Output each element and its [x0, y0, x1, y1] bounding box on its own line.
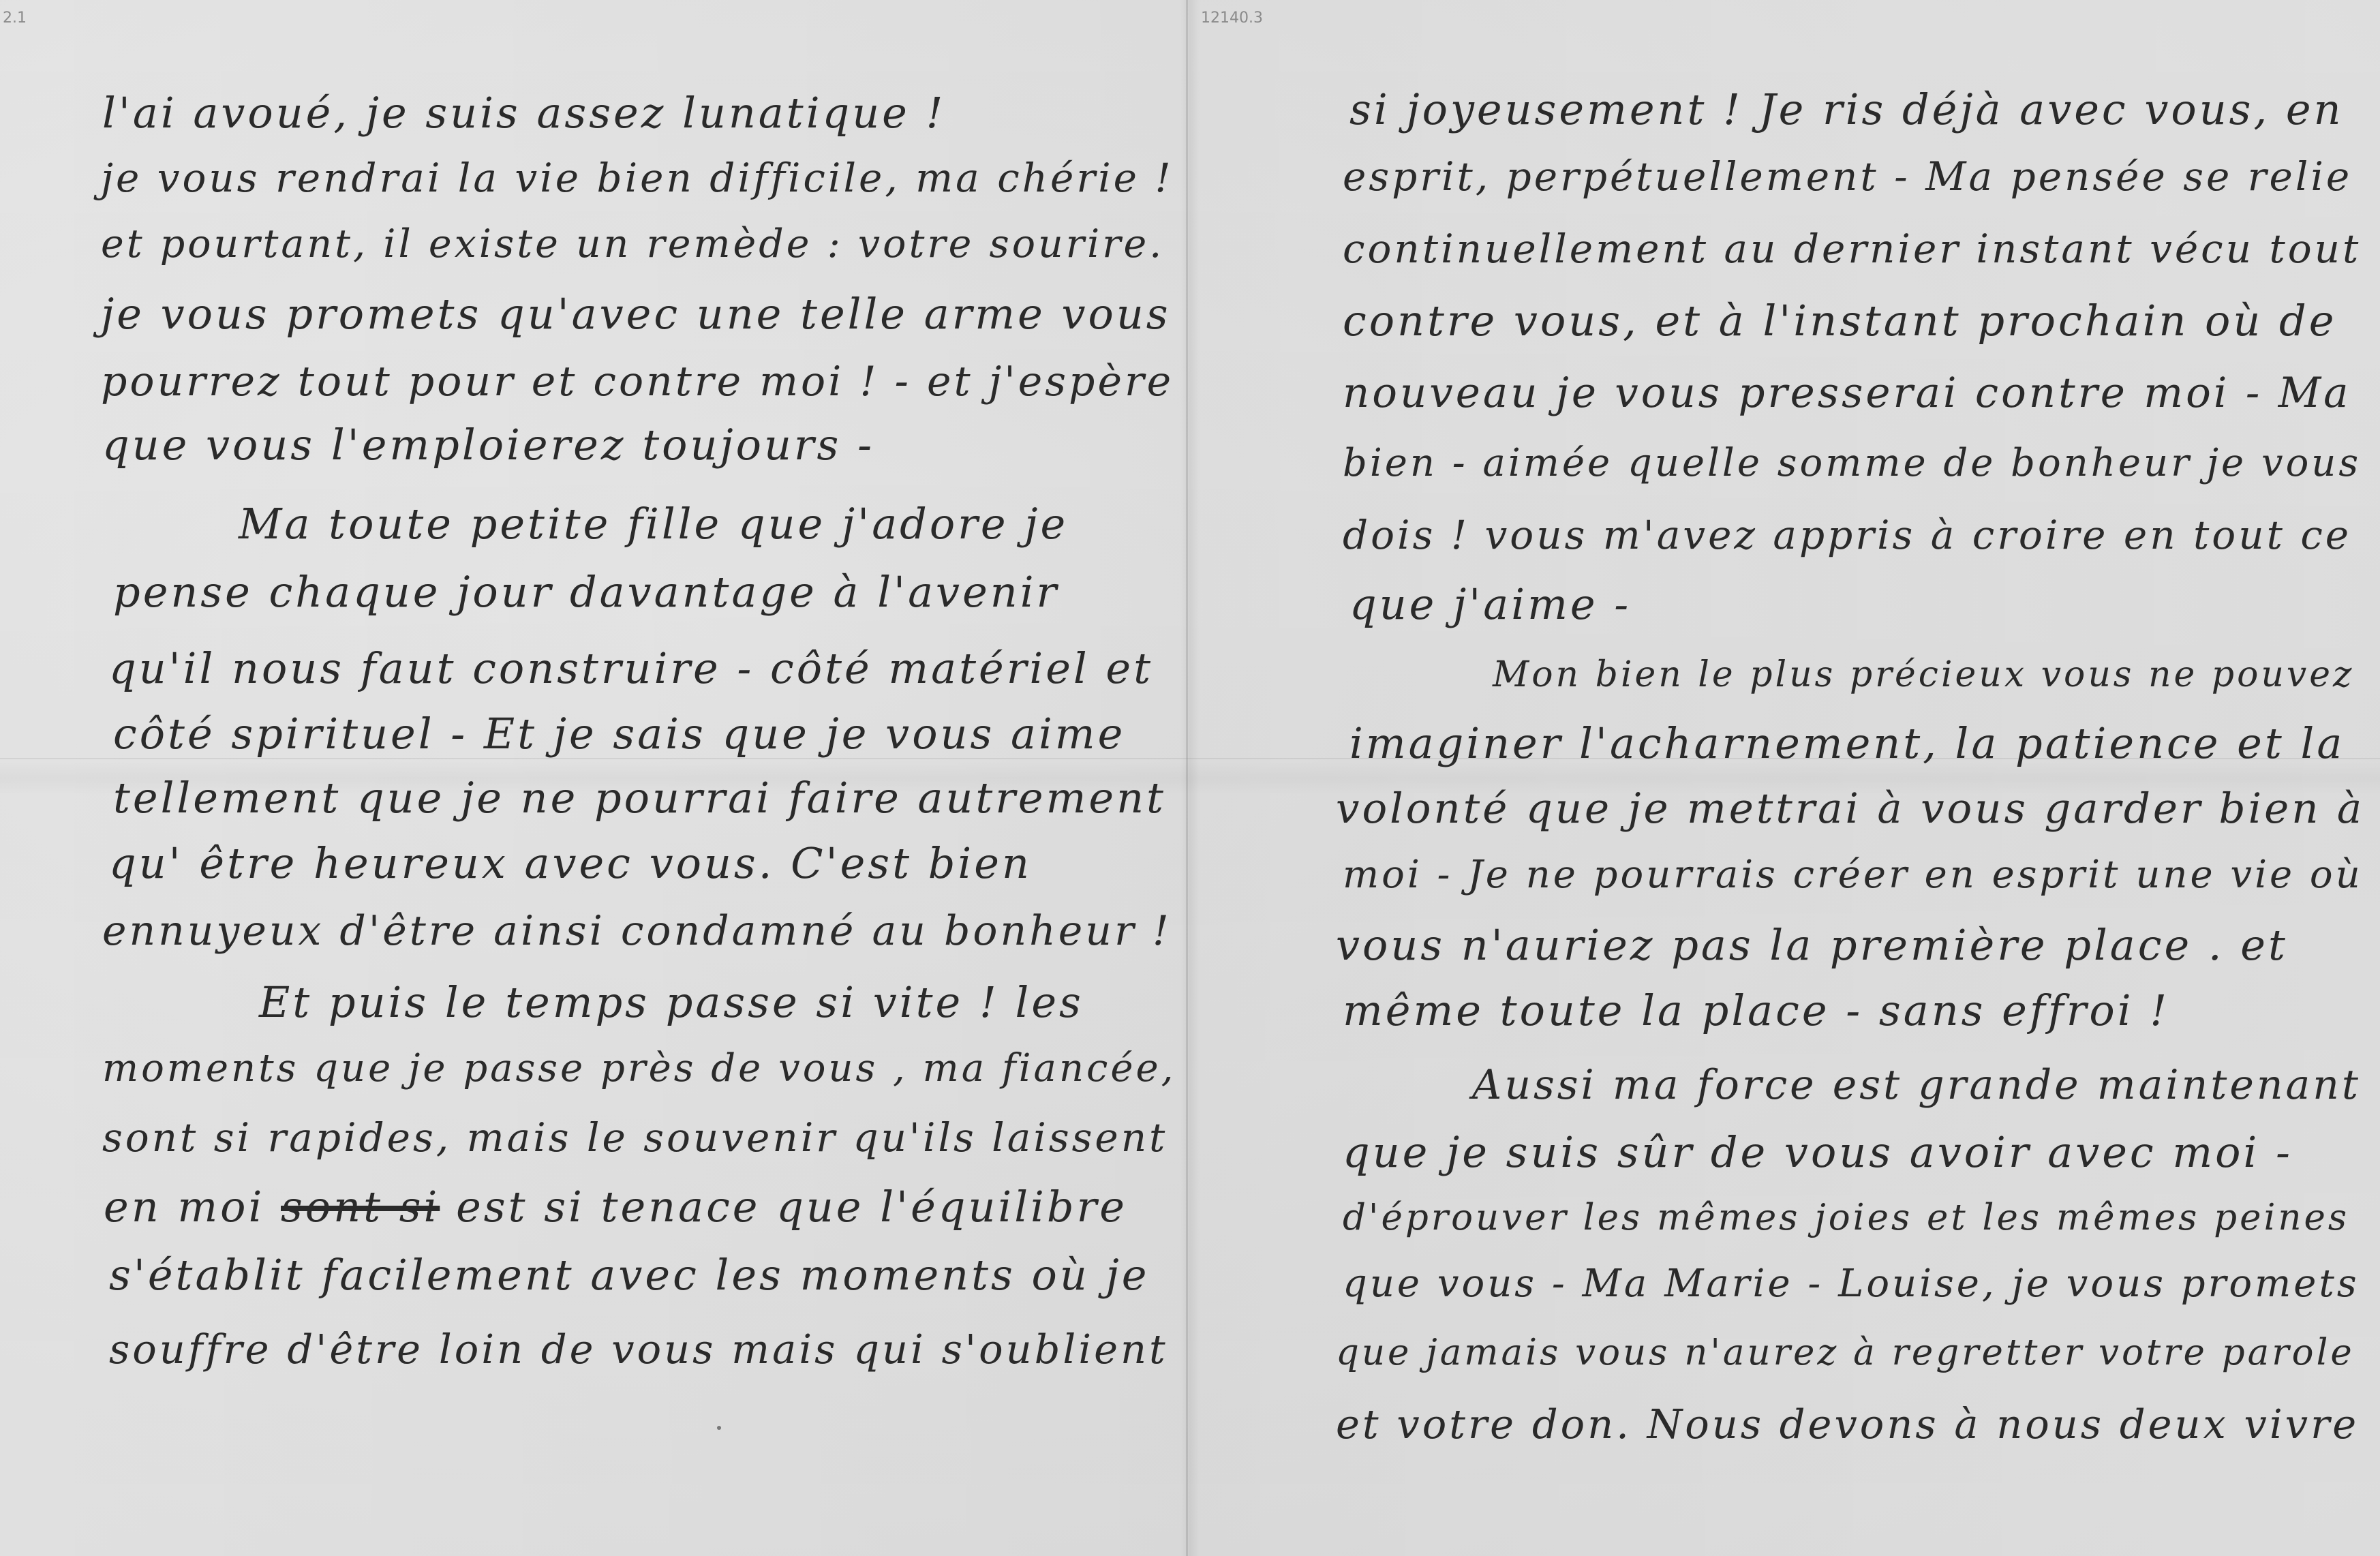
handwritten-line: que j'aime -	[1349, 579, 1632, 629]
handwritten-line: que vous l'emploierez toujours -	[102, 420, 875, 470]
handwritten-line: je vous promets qu'avec une telle arme vous	[101, 289, 1171, 339]
handwritten-line: ennuyeux d'être ainsi condamné au bonheur !	[102, 907, 1172, 955]
handwritten-line: continuellement au dernier instant vécu tout	[1343, 226, 2362, 272]
handwritten-line: et pourtant, il existe un remède : votre sourire.	[101, 222, 1165, 266]
handwritten-line: bien - aimée quelle somme de bonheur je vous	[1343, 441, 2362, 485]
handwritten-line: qu' être heureux avec vous. C'est bien	[109, 838, 1032, 888]
handwritten-line: souffre d'être loin de vous mais qui s'oublient	[109, 1326, 1168, 1373]
handwritten-line: que vous - Ma Marie - Louise, je vous promets	[1343, 1262, 2360, 1306]
handwritten-line: esprit, perpétuellement - Ma pensée se relie	[1343, 153, 2353, 200]
handwritten-line: moments que je passe près de vous , ma fiancée,	[102, 1046, 1176, 1090]
handwritten-line: pourrez tout pour et contre moi ! - et j'espère	[101, 358, 1174, 406]
handwritten-line: sont si rapides, mais le souvenir qu'ils laissent	[102, 1114, 1168, 1161]
handwritten-line: s'établit facilement avec les moments où je	[109, 1250, 1150, 1300]
handwritten-line: imaginer l'acharnement, la patience et la	[1349, 718, 2345, 768]
handwritten-line: contre vous, et à l'instant prochain où de	[1343, 296, 2337, 346]
handwritten-line: tellement que je ne pourrai faire autrement	[113, 773, 1166, 823]
handwritten-line: que jamais vous n'aurez à regretter votre parole	[1336, 1332, 2355, 1373]
handwritten-line-with-strikeout	[104, 1182, 1127, 1232]
handwritten-line: volonté que je mettrai à vous garder bien à	[1336, 784, 2365, 833]
handwritten-line: Et puis le temps passe si vite ! les	[259, 977, 1084, 1027]
handwritten-line: que je suis sûr de vous avoir avec moi -	[1343, 1127, 2293, 1177]
handwritten-line: nouveau je vous presserai contre moi - Ma	[1343, 369, 2351, 417]
handwritten-line: et votre don. Nous devons à nous deux vivre	[1336, 1401, 2360, 1448]
handwritten-line: je vous rendrai la vie bien difficile, ma chérie !	[101, 155, 1174, 201]
handwritten-line: si joyeusement ! Je ris déjà avec vous, en	[1349, 85, 2344, 134]
struck-out-word: sont si	[281, 1182, 440, 1232]
handwritten-line: d'éprouver les mêmes joies et les mêmes peines	[1343, 1197, 2350, 1238]
right-page-number: 12140.3	[1201, 10, 1263, 27]
handwritten-line: l'ai avoué, je suis assez lunatique !	[102, 88, 946, 138]
handwritten-line: Ma toute petite fille que j'adore je	[239, 499, 1069, 549]
handwritten-line: moi - Je ne pourrais créer en esprit une vie où	[1343, 853, 2363, 897]
handwritten-line: qu'il nous faut construire - côté matériel et	[109, 643, 1154, 693]
ink-dot	[717, 1426, 721, 1430]
handwritten-fragment: est si tenace que l'équilibre	[456, 1182, 1127, 1232]
handwritten-line: Aussi ma force est grande maintenant	[1472, 1061, 2362, 1109]
left-page-number: 2.1	[3, 10, 27, 27]
handwritten-line: dois ! vous m'avez appris à croire en tout ce	[1343, 512, 2352, 558]
handwritten-line: côté spirituel - Et je sais que je vous aime	[113, 709, 1126, 759]
handwritten-fragment: en moi	[104, 1182, 265, 1232]
vertical-fold-line	[1186, 0, 1188, 1556]
handwritten-line: Mon bien le plus précieux vous ne pouvez	[1493, 654, 2355, 695]
handwritten-line: vous n'auriez pas la première place . et	[1336, 920, 2288, 970]
handwritten-line: pense chaque jour davantage à l'avenir	[113, 567, 1060, 617]
handwritten-line: même toute la place - sans effroi !	[1343, 986, 2170, 1035]
